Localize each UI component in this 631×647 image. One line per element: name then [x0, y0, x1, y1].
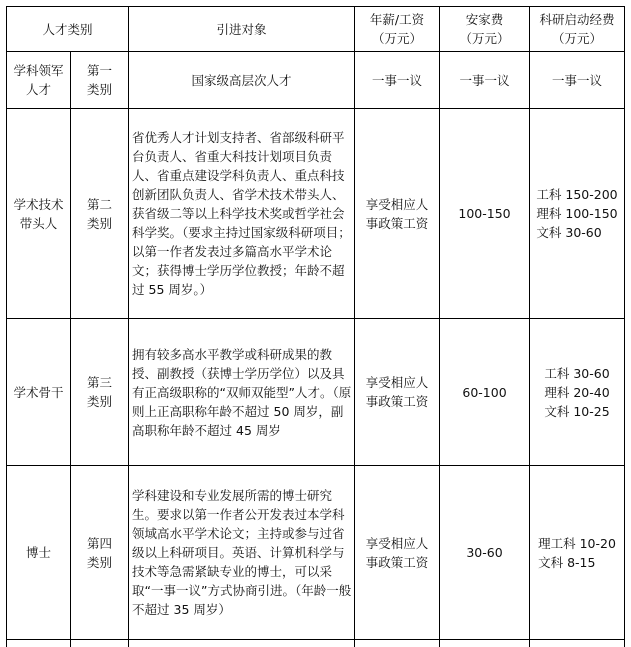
table-row [7, 466, 625, 640]
row-sub-category: 第四 类别 [71, 466, 129, 640]
header-target: 引进对象 [129, 7, 355, 52]
header-startup: 科研启动经费 （万元） [530, 7, 625, 52]
row-target: 拥有较多高水平教学或科研成果的教授、副教授（获博士学历学位）以及具有正高级职称的“双师双能型”人才。（原则上正高职称年龄不超过 50 周岁，副高职称年龄不超过 45 周岁 [129, 319, 355, 466]
table-border-stub [529, 640, 530, 647]
table-border-stub [439, 640, 440, 647]
row-settlement: 30-60 [440, 466, 530, 640]
header-settlement: 安家费 （万元） [440, 7, 530, 52]
row-settlement: 一事一议 [440, 52, 530, 109]
row-main-category: 学术骨干 [7, 319, 71, 466]
row-salary: 享受相应人 事政策工资 [355, 319, 440, 466]
table-border-stub [354, 640, 355, 647]
table-row [7, 109, 625, 319]
row-main-category: 学科领军 人才 [7, 52, 71, 109]
talent-policy-table [6, 6, 625, 640]
table-row [7, 319, 625, 466]
header-row [7, 7, 625, 52]
row-main-category: 学术技术 带头人 [7, 109, 71, 319]
row-startup: 理工科 10-20 文科 8-15 [530, 466, 625, 640]
header-salary: 年薪/工资 （万元） [355, 7, 440, 52]
table-border-stub [70, 640, 71, 647]
table-border-stub [624, 640, 625, 647]
row-sub-category: 第二 类别 [71, 109, 129, 319]
row-startup: 一事一议 [530, 52, 625, 109]
row-target: 学科建设和专业发展所需的博士研究生。要求以第一作者公开发表过本学科领域高水平学术论文；主持或参与过省级以上科研项目。英语、计算机科学与技术等急需紧缺专业的博士，可以采取“一事一议”方式协商引进。（年龄一般不超过 35 周岁） [129, 466, 355, 640]
row-salary: 一事一议 [355, 52, 440, 109]
row-target: 省优秀人才计划支持者、省部级科研平台负责人、省重大科技计划项目负责人、省重点建设学科负责人、重点科技创新团队负责人、省学术技术带头人、获省级二等以上科学技术奖或哲学社会科学奖。（要求主持过国家级科研项目；以第一作者发表过多篇高水平学术论文；获得博士学历学位教授；年龄不超过 55 周岁。） [129, 109, 355, 319]
row-sub-category: 第一 类别 [71, 52, 129, 109]
table-border-stub [6, 640, 7, 647]
row-salary: 享受相应人 事政策工资 [355, 109, 440, 319]
table-border-stub [128, 640, 129, 647]
row-salary: 享受相应人 事政策工资 [355, 466, 440, 640]
header-category: 人才类别 [7, 7, 129, 52]
row-settlement: 60-100 [440, 319, 530, 466]
row-main-category: 博士 [7, 466, 71, 640]
table-row [7, 52, 625, 109]
row-startup: 工科 150-200 理科 100-150 文科 30-60 [530, 109, 625, 319]
row-settlement: 100-150 [440, 109, 530, 319]
row-startup: 工科 30-60 理科 20-40 文科 10-25 [530, 319, 625, 466]
row-sub-category: 第三 类别 [71, 319, 129, 466]
row-target: 国家级高层次人才 [129, 52, 355, 109]
